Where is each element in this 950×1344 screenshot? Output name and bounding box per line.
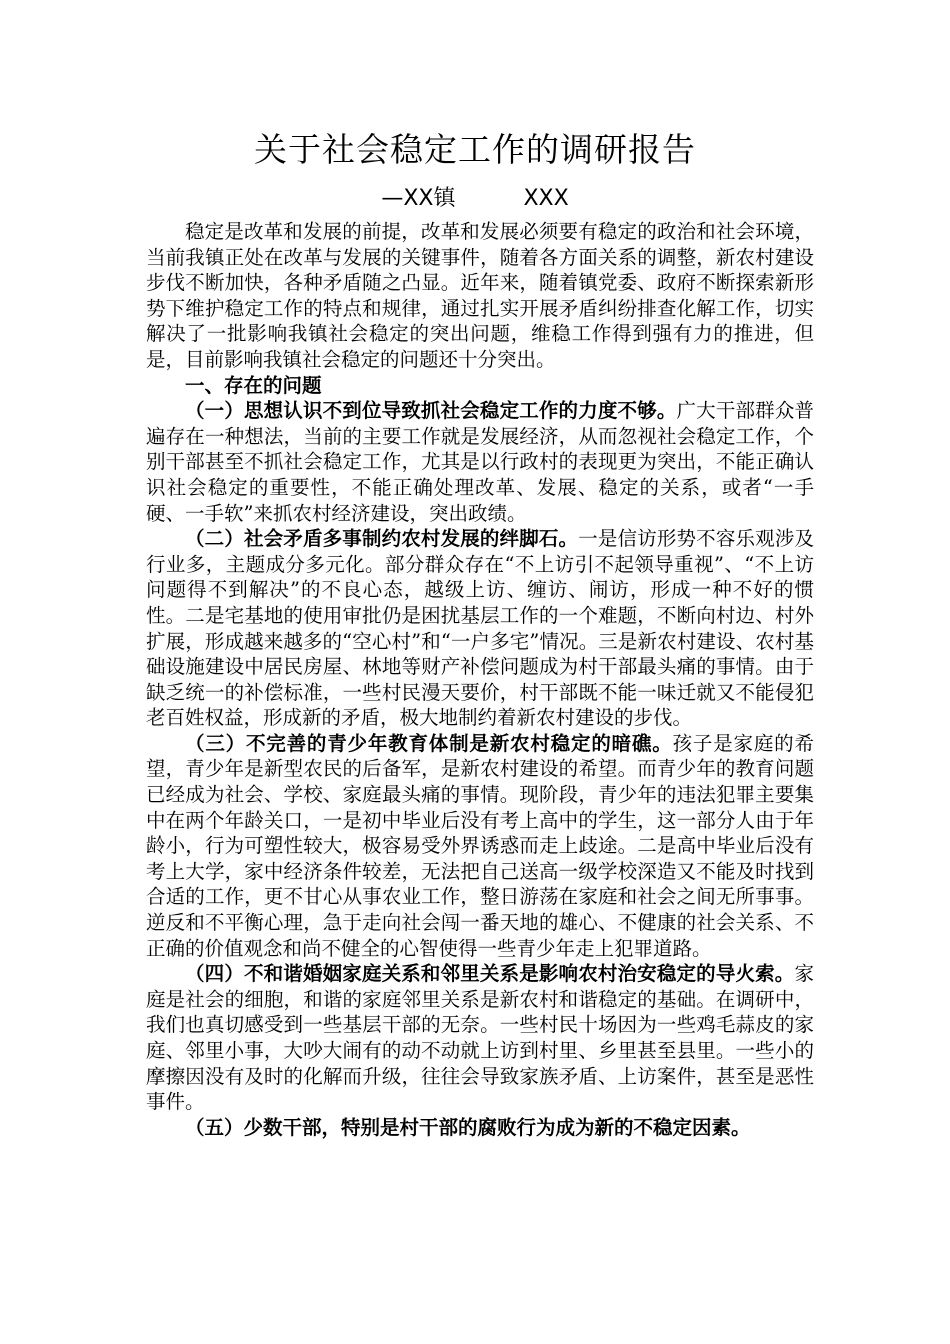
problem-item-2: [146, 526, 814, 731]
problem-item-5: [146, 1115, 814, 1141]
problem-item-3-lead: （三）不完善的青少年教育体制是新农村稳定的暗礁。: [185, 731, 673, 755]
problem-item-3-text: 孩子是家庭的希望，青少年是新型农民的后备军，是新农村建设的希望。而青少年的教育问题已经成为社会、学校、家庭最头痛的事情。现阶段，青少年的违法犯罪主要集中在两个年龄关口，一是初中毕业后没有考上高中的学生，这一部分人由于年龄小，行为可塑性较大，极容易受外界诱惑而走上歧途。二是高中毕业后没有考上大学，家中经济条件较差，无法把自己送高一级学校深造又不能及时找到合适的工作，更不甘心从事农业工作，整日游荡在家庭和社会之间无所事事。逆反和不平衡心理，急于走向社会闯一番天地的雄心、不健康的社会关系、不正确的价值观念和尚不健全的心智使得一些青少年走上犯罪道路。: [146, 731, 814, 960]
problem-item-2-text: 一是信访形势不容乐观涉及行业多，主题成分多元化。部分群众存在“不上访引不起领导重视”、“不上访问题得不到解决”的不良心态，越级上访、缠访、闹访，形成一种不好的惯性。二是宅基地的使用审批仍是困扰基层工作的一个难题，不断向村边、村外扩展，形成越来越多的“空心村”和“一户多宅”情况。三是新农村建设、农村基础设施建设中居民房屋、林地等财产补偿问题成为村干部最头痛的事情。由于缺乏统一的补偿标准，一些村民漫天要价，村干部既不能一味迁就又不能侵犯老百姓权益，形成新的矛盾，极大地制约着新农村建设的步伐。: [146, 527, 814, 730]
problem-item-1-text: 广大干部群众普遍存在一种想法，当前的主要工作就是发展经济，从而忽视社会稳定工作，个别干部甚至不抓社会稳定工作，尤其是以行政村的表现更为突出，不能正确认识社会稳定的重要性，不能正确处理改革、发展、稳定的关系，或者“一手硬、一手软”来抓农村经济建设，突出政绩。: [146, 399, 814, 525]
section-heading: 一、存在的问题: [185, 373, 322, 397]
problem-item-2-lead: （二）社会矛盾多事制约农村发展的绊脚石。: [185, 527, 579, 551]
problem-item-4: [146, 961, 814, 1115]
problem-item-4-text: 家庭是社会的细胞，和谐的家庭邻里关系是新农村和谐稳定的基础。在调研中，我们也真切感受到一些基层干部的无奈。一些村民十场因为一些鸡毛蒜皮的家庭、邻里小事，大吵大闹有的动不动就上访到村里、乡里甚至县里。一些小的摩擦因没有及时的化解而升级，往往会导致家族矛盾、上访案件，甚至是恶性事件。: [146, 962, 814, 1114]
document-title: 关于社会稳定工作的调研报告: [254, 130, 696, 169]
problem-item-1-lead: （一）思想认识不到位导致抓社会稳定工作的力度不够。: [185, 399, 677, 423]
document-body: [146, 219, 814, 1140]
document-byline: [0, 182, 950, 216]
byline-org: —XX镇: [381, 186, 456, 211]
problem-item-3: [146, 731, 814, 961]
problem-item-4-lead: （四）不和谐婚姻家庭关系和邻里关系是影响农村治安稳定的导火索。: [185, 962, 795, 986]
problem-item-5-lead: （五）少数干部，特别是村干部的腐败行为成为新的不稳定因素。: [185, 1115, 751, 1139]
problem-item-1: [146, 398, 814, 526]
intro-paragraph: 稳定是改革和发展的前提，改革和发展必须要有稳定的政治和社会环境，当前我镇正处在改革与发展的关键事件，随着各方面关系的调整，新农村建设步伐不断加快，各种矛盾随之凸显。近年来，随着镇党委、政府不断探索新形势下维护稳定工作的特点和规律，通过扎实开展矛盾纠纷排查化解工作，切实解决了一批影响我镇社会稳定的突出问题，维稳工作得到强有力的推进，但是，目前影响我镇社会稳定的问题还十分突出。: [146, 220, 814, 371]
byline-author: XXX: [523, 186, 569, 211]
